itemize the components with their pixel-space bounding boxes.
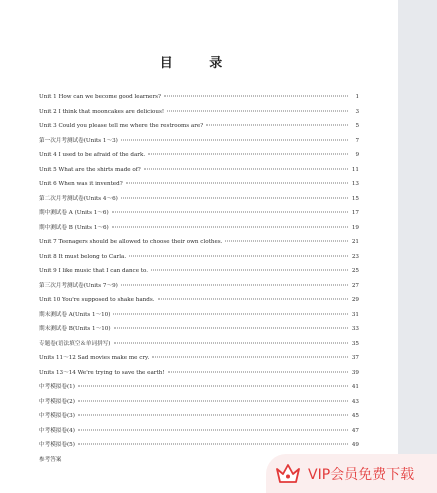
vip-download-label: VIP会员免费下载: [308, 466, 415, 483]
dot-leader: [167, 110, 348, 111]
toc-entry[interactable]: [39, 90, 359, 105]
toc-entry-page: 39: [351, 369, 359, 376]
toc-entry-page: 49: [351, 442, 359, 448]
toc-entry-page: 13: [351, 181, 359, 187]
toc-entry[interactable]: [39, 177, 359, 192]
toc-entry-title: 中考模拟卷(2): [39, 398, 75, 405]
toc-entry[interactable]: [39, 322, 359, 337]
dot-leader: [152, 357, 348, 358]
toc-entry-page: 5: [355, 123, 359, 129]
dot-leader: [112, 212, 348, 213]
dot-leader: [164, 96, 348, 97]
toc-entry-page: 23: [351, 253, 359, 260]
toc-entry[interactable]: [39, 351, 359, 366]
toc-entry-title: 期中测试卷 A (Units 1～6): [39, 210, 109, 216]
toc-entry-page: 27: [351, 282, 359, 289]
toc-entry[interactable]: [39, 221, 359, 236]
toc-entry-page: 19: [351, 224, 359, 231]
toc-entry[interactable]: [39, 366, 359, 381]
toc-entry-page: 7: [355, 137, 359, 144]
dot-leader: [151, 270, 348, 271]
dot-leader: [225, 241, 348, 242]
toc-entry-page: 11: [351, 166, 359, 173]
table-of-contents: [39, 90, 359, 453]
toc-entry-page: 15: [351, 195, 359, 202]
answers-entry: 参考答案: [39, 457, 62, 463]
toc-entry-title: Unit 1 How can we become good learners?: [39, 94, 162, 100]
dot-leader: [121, 139, 348, 140]
toc-entry-page: 25: [351, 268, 359, 274]
dot-leader: [121, 197, 348, 198]
toc-entry[interactable]: [39, 380, 359, 395]
toc-entry-page: 1: [355, 94, 359, 100]
viewer-side-panel: [398, 0, 437, 493]
toc-entry[interactable]: [39, 409, 359, 424]
dot-leader: [158, 299, 349, 300]
toc-entry[interactable]: [39, 235, 359, 250]
dot-leader: [126, 183, 348, 184]
toc-entry[interactable]: [39, 337, 359, 352]
toc-entry[interactable]: [39, 206, 359, 221]
toc-entry[interactable]: [39, 424, 359, 439]
toc-entry-page: 35: [351, 340, 359, 347]
toc-entry-title: 期末测试卷 B(Units 1～10): [39, 326, 111, 332]
toc-entry-page: 17: [351, 210, 359, 216]
vip-download-badge[interactable]: [266, 454, 437, 493]
toc-entry-page: 45: [351, 413, 359, 419]
dot-leader: [78, 429, 348, 430]
dot-leader: [112, 226, 348, 227]
dot-leader: [114, 328, 349, 329]
toc-entry[interactable]: [39, 134, 359, 149]
toc-entry-page: 29: [351, 297, 359, 303]
toc-entry[interactable]: [39, 119, 359, 134]
toc-entry-page: 3: [355, 108, 359, 115]
vip-crown-icon: [274, 460, 302, 488]
toc-entry[interactable]: [39, 192, 359, 207]
toc-entry-title: Unit 8 It must belong to Carla.: [39, 253, 127, 260]
toc-entry-title: 期末测试卷 A(Units 1～10): [39, 311, 111, 318]
toc-entry-page: 37: [351, 355, 359, 361]
toc-entry-title: 第一次月考测试卷(Units 1～3): [39, 137, 118, 144]
toc-entry-title: Unit 4 I used to be afraid of the dark.: [39, 152, 146, 158]
toc-entry[interactable]: [39, 293, 359, 308]
toc-entry-title: Units 11～12 Sad movies make me cry.: [39, 355, 150, 361]
toc-entry[interactable]: [39, 308, 359, 323]
toc-entry-title: Units 13～14 We're trying to save the earth!: [39, 369, 165, 376]
dot-leader: [148, 154, 348, 155]
toc-entry-title: Unit 2 I think that mooncakes are delicious!: [39, 108, 165, 115]
dot-leader: [114, 342, 349, 343]
dot-leader: [129, 255, 348, 256]
toc-entry[interactable]: [39, 279, 359, 294]
dot-leader: [168, 371, 348, 372]
dot-leader: [78, 400, 348, 401]
toc-entry-title: 中考模拟卷(1): [39, 384, 75, 390]
toc-entry[interactable]: [39, 438, 359, 453]
toc-entry-page: 43: [351, 398, 359, 405]
toc-entry-title: Unit 7 Teenagers should be allowed to choose their own clothes.: [39, 239, 223, 245]
toc-entry-page: 33: [351, 326, 359, 332]
toc-entry-title: 第二次月考测试卷(Units 4～6): [39, 195, 118, 202]
toc-entry-title: 第三次月考测试卷(Units 7～9): [39, 282, 118, 289]
toc-entry[interactable]: [39, 148, 359, 163]
dot-leader: [206, 125, 348, 126]
toc-entry-title: 中考模拟卷(4): [39, 427, 75, 434]
dot-leader: [113, 313, 348, 314]
toc-entry[interactable]: [39, 395, 359, 410]
dot-leader: [78, 386, 348, 387]
toc-entry[interactable]: [39, 250, 359, 265]
toc-entry[interactable]: [39, 264, 359, 279]
dot-leader: [78, 444, 348, 445]
toc-entry[interactable]: [39, 105, 359, 120]
toc-entry-title: Unit 3 Could you please tell me where the restrooms are?: [39, 123, 204, 129]
toc-entry-title: 中考模拟卷(5): [39, 442, 75, 448]
page-title: 目 录: [159, 56, 239, 71]
dot-leader: [144, 168, 348, 169]
toc-entry-title: 专题卷(语法填空＆单词拼写): [39, 340, 111, 347]
toc-entry[interactable]: [39, 163, 359, 178]
dot-leader: [121, 284, 348, 285]
toc-entry-title: Unit 10 You're supposed to shake hands.: [39, 297, 155, 303]
toc-entry-title: 期中测试卷 B (Units 1～6): [39, 224, 109, 231]
toc-entry-page: 31: [351, 311, 359, 318]
dot-leader: [78, 415, 348, 416]
toc-entry-page: 41: [351, 384, 359, 390]
toc-entry-title: Unit 9 I like music that I can dance to.: [39, 268, 149, 274]
toc-entry-title: Unit 5 What are the shirts made of?: [39, 166, 141, 173]
toc-entry-title: 中考模拟卷(3): [39, 413, 75, 419]
toc-entry-page: 47: [351, 427, 359, 434]
toc-entry-page: 21: [351, 239, 359, 245]
toc-entry-page: 9: [355, 152, 359, 158]
toc-entry-title: Unit 6 When was it invented?: [39, 181, 123, 187]
